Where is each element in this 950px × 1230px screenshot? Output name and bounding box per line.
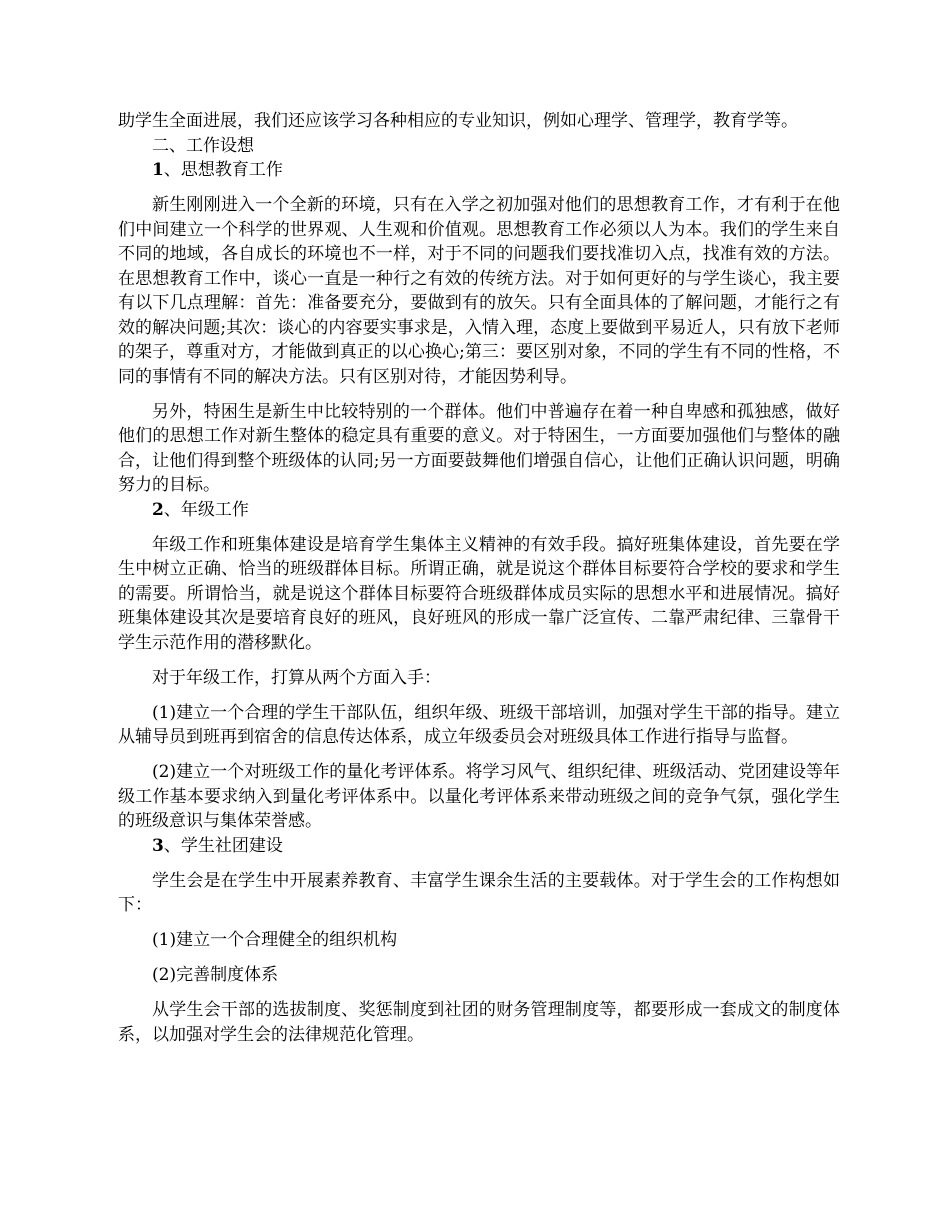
paragraph-union-item-1: (1)建立一个合理健全的组织机构	[152, 930, 398, 950]
paragraph-ideological-education: 新生刚刚进入一个全新的环境，只有在入学之初加强对他们的思想教育工作，才有利于在他们中间建立一个科学的世界观、人生观和价值观。思想教育工作必须以人为本。我们的学生来自不同的地域，各自成长的环境也不一样，对于不同的问题我们要找准切入点，找准有效的方法。在思想教育工作中，谈心一直是一种行之有效的传统方法。对于如何更好的与学生谈心，我主要有以下几点理解：首先：准备要充分，要做到有的放矢。只有全面具体的了解问题，才能行之有效的解决问题;其次：谈心的内容要实事求是，入情入理，态度上要做到平易近人，只有放下老师的架子，尊重对方，才能做到真正的以心换心;第三：要区别对象，不同的学生有不同的性格，不同的事情有不同的解决方法。只有区别对待，才能因势利导。	[118, 195, 840, 387]
paragraph-student-union: 学生会是在学生中开展素养教育、丰富学生课余生活的主要载体。对于学生会的工作构想如下：	[118, 870, 840, 915]
subheading-number: 2	[152, 499, 164, 520]
document-page	[118, 109, 840, 1047]
subheading-student-clubs	[118, 834, 840, 859]
subheading-ideological-education	[118, 158, 840, 183]
paragraph-plan-item-1: (1)建立一个合理的学生干部队伍，组织年级、班级干部培训，加强对学生干部的指导。建立从辅导员到班再到宿舍的信息传达体系，成立年级委员会对班级具体工作进行指导与监督。	[118, 702, 840, 747]
subheading-text: 、学生社团建设	[163, 835, 283, 856]
paragraph-poor-students: 另外，特困生是新生中比较特别的一个群体。他们中普遍存在着一种自卑感和孤独感，做好他们的思想工作对新生整体的稳定具有重要的意义。对于特困生，一方面要加强他们与整体的融合，让他们得到整个班级体的认同;另一方面要鼓舞他们增强自信心，让他们正确认识问题，明确努力的目标。	[118, 401, 840, 495]
subheading-number: 1	[152, 160, 164, 180]
intro-paragraph: 助学生全面进展，我们还应该学习各种相应的专业知识，例如心理学、管理学，教育学等。	[118, 111, 798, 131]
paragraph-class-building: 年级工作和班集体建设是培育学生集体主义精神的有效手段。搞好班集体建设，首先要在学生中树立正确、恰当的班级群体目标。所谓正确，就是说这个群体目标要符合学校的要求和学生的需要。所谓恰当，就是说这个群体目标要符合班级群体成员实际的思想水平和进展情况。搞好班集体建设其次是要培育良好的班风，良好班风的形成一靠广泛宣传、二靠严肃纪律、三靠骨干学生示范作用的潜移默化。	[118, 534, 840, 653]
subheading-number: 3	[152, 835, 164, 856]
paragraph-union-item-2: (2)完善制度体系	[152, 965, 279, 985]
subheading-text: 、年级工作	[163, 499, 249, 520]
paragraph-plan-item-2: (2)建立一个对班级工作的量化考评体系。将学习风气、组织纪律、班级活动、党团建设等年级工作基本要求纳入到量化考评体系中。以量化考评体系来带动班级之间的竞争气氛，强化学生的班级意识与集体荣誉感。	[118, 762, 840, 831]
subheading-grade-work	[118, 498, 840, 523]
section-title: 二、工作设想	[152, 135, 254, 156]
subheading-text: 、思想教育工作	[163, 160, 283, 180]
paragraph-rules-system: 从学生会干部的选拔制度、奖惩制度到社团的财务管理制度等，都要形成一套成文的制度体系，以加强对学生会的法律规范化管理。	[118, 1000, 840, 1045]
paragraph-grade-plan: 对于年级工作，打算从两个方面入手：	[152, 667, 441, 688]
